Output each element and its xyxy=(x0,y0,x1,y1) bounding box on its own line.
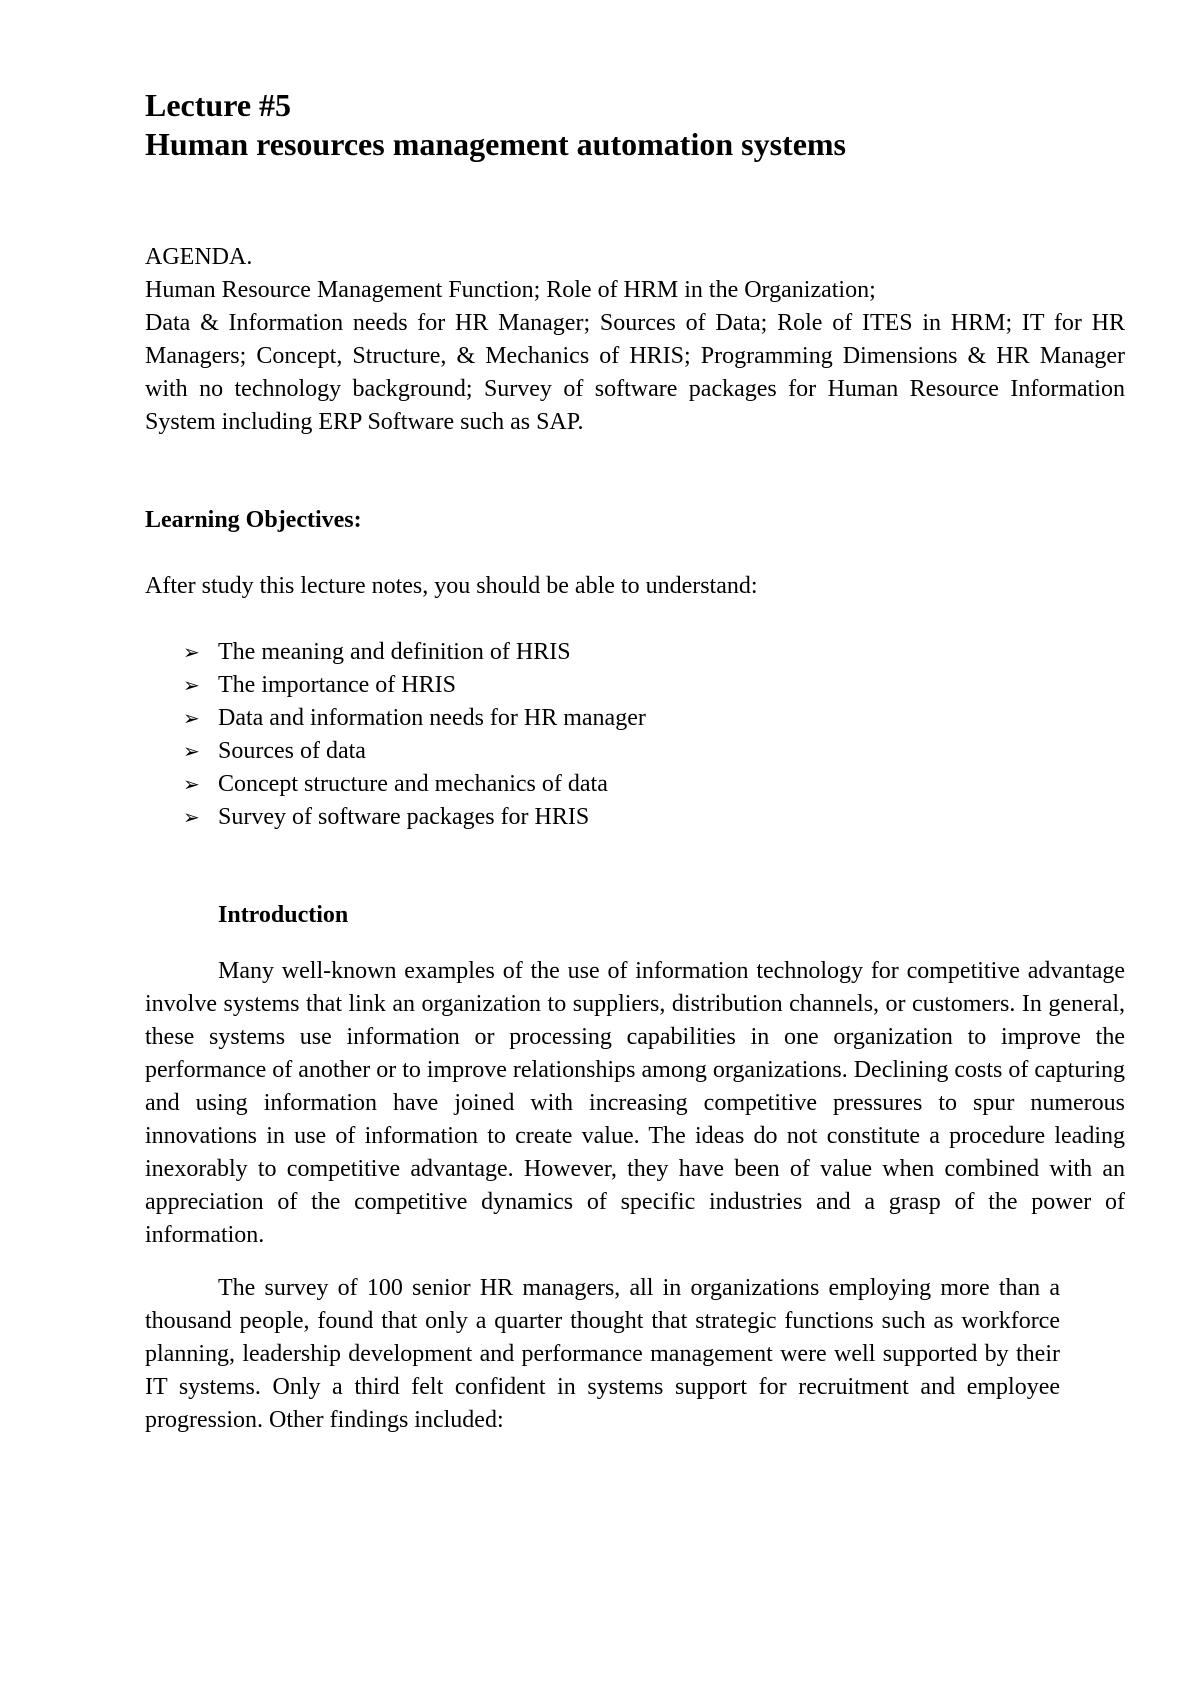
introduction-paragraph-1: Many well-known examples of the use of information technology for competitive advantage involve systems that link an organization to suppliers, distribution channels, or customers. In general, these systems use information or processing capabilities in one organization to improve the performance of another or to improve relationships among organizations. Declining costs of capturing and using information have joined with increasing competitive pressures to spur numerous innovations in use of information to create value. The ideas do not constitute a procedure leading inexorably to competitive advantage. However, they have been of value when combined with an appreciation of the competitive dynamics of specific industries and a grasp of the power of information. xyxy=(145,958,1125,1248)
list-item xyxy=(183,768,1125,801)
list-item-text: Concept structure and mechanics of data xyxy=(218,771,608,797)
list-item xyxy=(183,801,1125,834)
lecture-title: Human resources management automation systems xyxy=(145,126,846,162)
list-item-text: Sources of data xyxy=(218,738,366,764)
list-item xyxy=(183,669,1125,702)
introduction-paragraph-2: The survey of 100 senior HR managers, all in organizations employing more than a thousand people, found that only a quarter thought that strategic functions such as workforce planning, leadership development and performance management were well supported by their IT systems. Only a third felt confident in systems support for recruitment and employee progression. Other findings included: xyxy=(145,1275,1060,1433)
list-item xyxy=(183,636,1125,669)
agenda-line: Human Resource Management Function; Role of HRM in the Organization; xyxy=(145,277,876,303)
list-item xyxy=(183,735,1125,768)
arrowhead-bullet-icon: ➢ xyxy=(183,640,200,664)
document-page xyxy=(145,86,1125,1437)
list-item-text: The meaning and definition of HRIS xyxy=(218,639,571,665)
agenda-heading: AGENDA. xyxy=(145,244,253,270)
arrowhead-bullet-icon: ➢ xyxy=(183,706,200,730)
list-item xyxy=(183,702,1125,735)
arrowhead-bullet-icon: ➢ xyxy=(183,739,200,763)
objectives-intro: After study this lecture notes, you should be able to understand: xyxy=(145,573,758,599)
agenda-paragraph: Data & Information needs for HR Manager; Sources of Data; Role of ITES in HRM; IT for HR Managers; Concept, Structure, & Mechanics of HRIS; Programming Dimensions & HR Manager with no technology background; Survey of software packages for Human Resource Information System including ERP Software such as SAP. xyxy=(145,310,1125,435)
introduction-heading: Introduction xyxy=(218,902,349,928)
arrowhead-bullet-icon: ➢ xyxy=(183,673,200,697)
document-title xyxy=(145,86,1125,164)
list-item-text: The importance of HRIS xyxy=(218,672,456,698)
arrowhead-bullet-icon: ➢ xyxy=(183,772,200,796)
list-item-text: Survey of software packages for HRIS xyxy=(218,804,590,830)
arrowhead-bullet-icon: ➢ xyxy=(183,805,200,829)
list-item-text: Data and information needs for HR manager xyxy=(218,705,646,731)
objectives-heading: Learning Objectives: xyxy=(145,507,362,533)
agenda-section xyxy=(145,241,1125,439)
lecture-number: Lecture #5 xyxy=(145,87,292,123)
objectives-list xyxy=(145,636,1125,834)
